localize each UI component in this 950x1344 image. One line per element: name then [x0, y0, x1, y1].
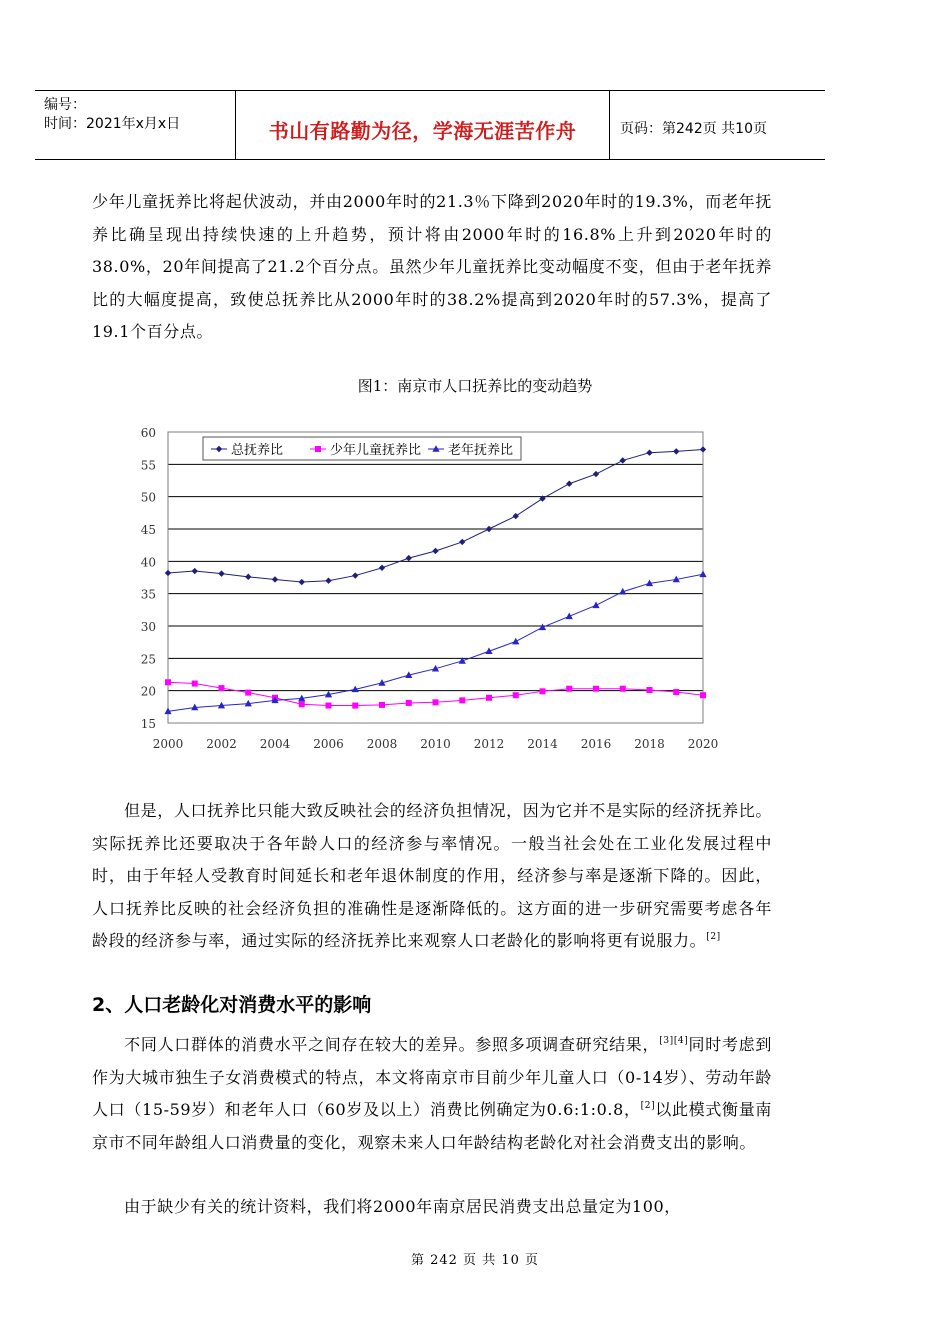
data-point [379, 565, 385, 571]
x-tick-label: 2018 [634, 737, 665, 751]
data-point [165, 679, 171, 685]
x-tick-label: 2006 [313, 737, 344, 751]
x-tick-label: 2004 [259, 737, 291, 751]
data-point [646, 449, 652, 455]
data-point [700, 446, 706, 452]
section-heading: 2、人口老龄化对消费水平的影响 [92, 994, 372, 1016]
data-point [299, 701, 305, 707]
page-label: 页码：第242页 共10页 [620, 121, 767, 137]
x-axis-tick-labels [153, 737, 719, 751]
data-point [165, 570, 171, 576]
data-point [512, 638, 519, 645]
data-point [673, 689, 679, 695]
data-point [218, 570, 224, 576]
paragraph-4-text: 由于缺少有关的统计资料，我们将2000年南京居民消费支出总量定为100， [124, 1197, 681, 1216]
citation-ref: [2] [706, 932, 721, 942]
x-tick-label: 2008 [366, 737, 398, 751]
series-diamond [165, 446, 706, 585]
paragraph-2 [92, 795, 772, 958]
data-point [647, 687, 653, 693]
dependency-ratio-chart [130, 420, 730, 765]
data-point [486, 526, 492, 532]
series-line [168, 449, 703, 582]
data-point [245, 574, 251, 580]
data-point [593, 471, 599, 477]
citation-ref: [4] [673, 1036, 689, 1046]
data-point [352, 703, 358, 709]
chart-series [164, 446, 706, 714]
x-tick-label: 2010 [420, 737, 451, 751]
data-point [352, 572, 358, 578]
data-point [486, 695, 492, 701]
legend-label: 老年抚养比 [448, 443, 514, 458]
citation-ref: [3] [659, 1036, 674, 1046]
data-point [326, 703, 332, 709]
x-tick-label: 2016 [580, 737, 612, 751]
x-tick-label: 2020 [687, 737, 719, 751]
number-label: 编号： [44, 97, 86, 113]
paragraph-3-text-a: 不同人口群体的消费水平之间存在较大的差异。参照多项调查研究结果， [124, 1035, 660, 1054]
y-tick-label: 55 [140, 458, 156, 473]
y-tick-label: 25 [140, 652, 156, 667]
header-motto: 书山有路勤为径，学海无涯苦作舟 [268, 119, 577, 143]
x-tick-label: 2014 [527, 737, 558, 751]
x-tick-label: 2002 [206, 737, 237, 751]
data-point [699, 570, 706, 577]
data-point [513, 692, 519, 698]
paragraph-3 [92, 1029, 772, 1159]
data-point [192, 681, 198, 687]
data-point [592, 602, 599, 609]
data-point [459, 539, 465, 545]
y-tick-label: 50 [140, 490, 156, 505]
x-tick-label: 2000 [152, 737, 184, 751]
header-page-cell [610, 91, 825, 159]
data-point [566, 481, 572, 487]
data-point [459, 697, 465, 703]
data-point [620, 686, 626, 692]
y-tick-label: 35 [140, 587, 156, 602]
data-point [566, 686, 572, 692]
data-point [406, 700, 412, 706]
legend-marker [315, 446, 321, 452]
data-point [700, 692, 706, 698]
page-header [35, 90, 825, 160]
legend-label: 少年儿童抚养比 [330, 443, 422, 458]
y-tick-label: 60 [140, 426, 156, 440]
data-point [513, 513, 519, 519]
data-point [299, 579, 305, 585]
data-point [673, 448, 679, 454]
paragraph-4 [92, 1191, 772, 1224]
y-axis-tick-labels [141, 426, 156, 731]
time-label: 时间：2021年x月x日 [44, 116, 181, 132]
data-point [432, 548, 438, 554]
data-point [219, 685, 225, 691]
data-point [406, 555, 412, 561]
data-point [593, 686, 599, 692]
data-point [245, 690, 251, 696]
figure-title: 图1：南京市人口抚养比的变动趋势 [357, 377, 593, 395]
chart-legend [203, 437, 521, 460]
data-point [620, 457, 626, 463]
paragraph-3-text-c: 以此模式衡量南京市不同年龄组人口消费量的变化，观察未来人口年龄结构老龄化对社会消费支出的影响。 [92, 1100, 772, 1152]
data-point [379, 702, 385, 708]
x-tick-label: 2012 [473, 737, 505, 751]
legend-label: 总抚养比 [231, 443, 284, 458]
page-footer: 第 242 页 共 10 页 [410, 1253, 540, 1268]
paragraph-1: 少年儿童抚养比将起伏波动，并由2000年时的21.3％下降到2020年时的19.3%，而老年抚养比确呈现出持续快速的上升趋势，预计将由2000年时的16.8%上升到2020年时的38.0%，20年间提高了21.2个百分点。虽然少年儿童抚养比变动幅度不变，但由于老年抚养比的大幅度提高，致使总抚养比从2000年时的38.2%提高到2020年时的57.3%，提高了19.1个百分点。 [92, 192, 772, 341]
data-point [433, 699, 439, 705]
header-meta-cell [35, 91, 236, 159]
paragraph-3-text-b: 同时考虑到作为大城市独生子女消费模式的特点，本文将南京市目前少年儿童人口（0-14岁）、劳动年龄人口（15-59岁）和老年人口（60岁及以上）消费比例确定为0.6:1:0.8， [92, 1035, 772, 1119]
header-motto-cell [236, 91, 610, 159]
data-point [540, 688, 546, 694]
data-point [272, 576, 278, 582]
y-tick-label: 30 [140, 620, 156, 634]
y-tick-label: 45 [140, 523, 156, 537]
y-tick-label: 20 [140, 684, 156, 699]
citation-ref: [2] [640, 1101, 656, 1111]
data-point [325, 578, 331, 584]
data-point [192, 568, 198, 574]
paragraph-2-text: 但是，人口抚养比只能大致反映社会的经济负担情况，因为它并不是实际的经济抚养比。实际抚养比还要取决于各年龄人口的经济参与率情况。一般当社会处在工业化发展过程中时，由于年轻人受教育时间延长和老年退休制度的作用，经济参与率是逐渐下降的。因此，人口抚养比反映的社会经济负担的准确性是逐渐降低的。这方面的进一步研究需要考虑各年龄段的经济参与率，通过实际的经济抚养比来观察人口老龄化的影响将更有说服力。 [92, 801, 772, 950]
y-tick-label: 40 [140, 555, 156, 570]
y-tick-label: 15 [140, 717, 156, 731]
